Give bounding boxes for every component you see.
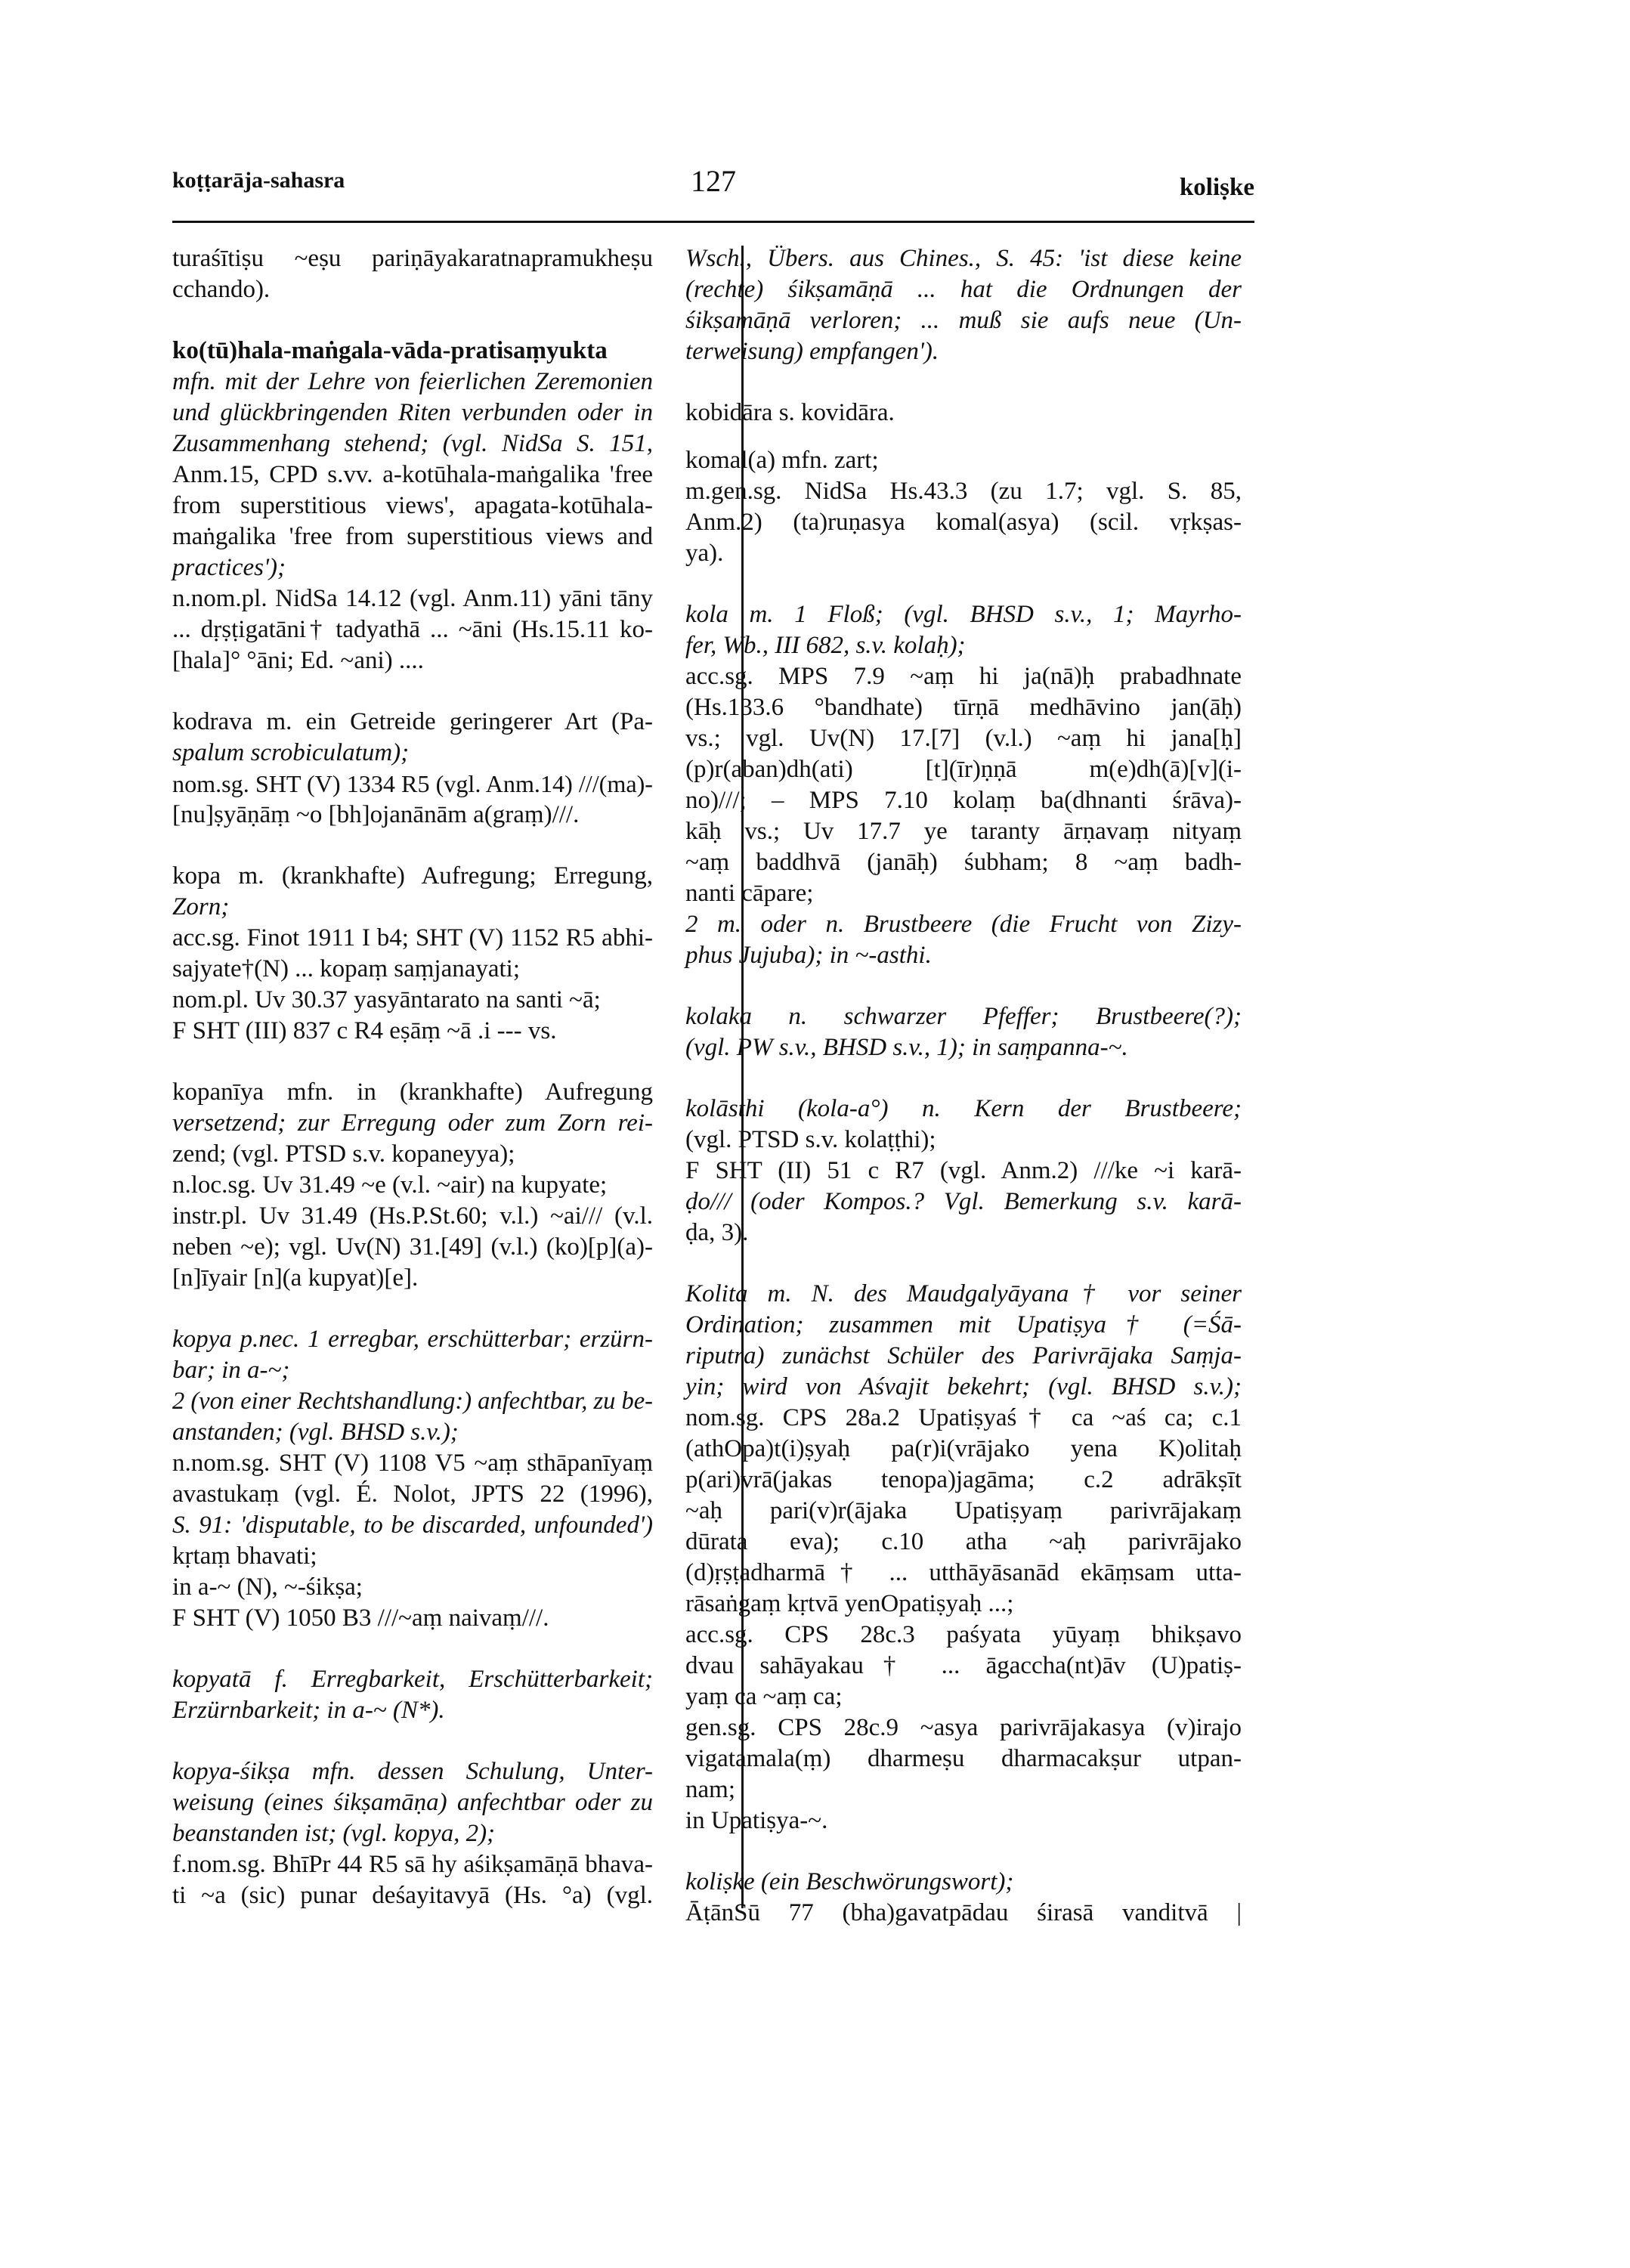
text-line: rāsaṅgaṃ kṛtvā yenOpatiṣyaḥ ...;	[685, 1590, 1014, 1617]
text-line: ḍa, 3).	[685, 1219, 749, 1246]
text-line: (vgl. PW s.v., BHSD s.v., 1); in saṃpanna-~.	[685, 1034, 1128, 1061]
text-line: ĀṭānSū 77 (bha)gavatpādau śirasā vanditvā |	[685, 1899, 1242, 1926]
text-line: F SHT (III) 837 c R4 eṣāṃ ~ā .i --- vs.	[172, 1017, 557, 1044]
text-line: ti ~a (sic) punar deśayitavyā (Hs. °a) (vgl.	[172, 1882, 653, 1909]
text-line: kola m. 1 Floß; (vgl. BHSD s.v., 1; Mayrho-	[685, 601, 1242, 628]
text-line: kāḥ vs.; Uv 17.7 ye taranty ārṇavaṃ nityaṃ	[685, 818, 1242, 845]
text-line: kopanīya mfn. in (krankhafte) Aufregung	[172, 1078, 653, 1106]
text-line: fer, Wb., III 682, s.v. kolaḥ);	[685, 632, 966, 659]
page-header	[172, 164, 1254, 216]
text-line: Zusammenhang stehend; (vgl. NidSa S. 151,	[172, 430, 653, 457]
running-head-right: koliṣke	[1179, 174, 1254, 201]
entry-kolaka	[685, 1001, 1242, 1063]
text-line: [nu]ṣyāṇāṃ ~o [bh]ojanānām a(graṃ)///.	[172, 801, 580, 828]
entry-kolasthi	[685, 1094, 1242, 1248]
text-line: koliṣke (ein Beschwörungswort);	[685, 1868, 1014, 1895]
text-line: F SHT (V) 1050 B3 ///~aṃ naivaṃ///.	[172, 1604, 549, 1632]
text-line: sajyate†(N) ... kopaṃ saṃjanayati;	[172, 955, 521, 982]
text-line: n.nom.sg. SHT (V) 1108 V5 ~aṃ sthāpanīyaṃ	[172, 1450, 653, 1477]
headword: ko(tū)hala-maṅgala-vāda-pratisaṃyukta	[172, 337, 608, 364]
text-line: ... dṛṣṭigatāni† tadyathā ... ~āni (Hs.15.11 ko-	[172, 616, 653, 643]
text-line: maṅgalika 'free from superstitious views and	[172, 523, 653, 550]
text-line: kolāsthi (kola-a°) n. Kern der Brustbeere;	[685, 1095, 1242, 1122]
text-line: yaṃ ca ~aṃ ca;	[685, 1683, 843, 1710]
text-line: phus Jujuba); in ~-asthi.	[685, 942, 932, 969]
text-line: nom.sg. CPS 28a.2 Upatiṣyaś† ca ~aś ca; c.1	[685, 1404, 1242, 1431]
entry-koliske	[685, 1867, 1242, 1929]
entry-kobidara	[685, 398, 1242, 429]
text-line: kodrava m. ein Getreide geringerer Art (Pa-	[172, 708, 653, 735]
text-line: in a-~ (N), ~-śikṣa;	[172, 1573, 363, 1601]
text-line: und glückbringenden Riten verbunden oder in	[172, 399, 653, 426]
entry-kotuhala-mangala	[172, 336, 653, 676]
text-line: versetzend; zur Erregung oder zum Zorn rei-	[172, 1109, 653, 1137]
text-line: Zorn;	[172, 893, 230, 921]
text-line: nom.sg. SHT (V) 1334 R5 (vgl. Anm.14) ///(ma)-	[172, 770, 653, 797]
text-line: acc.sg. MPS 7.9 ~aṃ hi ja(nā)ḥ prabadhnate	[685, 663, 1242, 690]
text-line: m.gen.sg. NidSa Hs.43.3 (zu 1.7; vgl. S. 85,	[685, 478, 1242, 505]
text-line: kolaka n. schwarzer Pfeffer; Brustbeere(?);	[685, 1003, 1242, 1030]
text-line: Erzürnbarkeit; in a-~ (N*).	[172, 1697, 445, 1724]
text-line: ~aḥ pari(v)r(ājaka Upatiṣyaṃ parivrājakaṃ	[685, 1497, 1242, 1524]
text-line: F SHT (II) 51 c R7 (vgl. Anm.2) ///ke ~i karā-	[685, 1157, 1242, 1184]
text-line: (athOpa)t(i)ṣyaḥ pa(r)i(vrājako yena K)olitaḥ	[685, 1435, 1242, 1462]
text-line: nam;	[685, 1776, 735, 1803]
text-line: spalum scrobiculatum);	[172, 739, 410, 766]
text-line: instr.pl. Uv 31.49 (Hs.P.St.60; v.l.) ~ai/// (v.l.	[172, 1202, 653, 1230]
text-line: weisung (eines śikṣamāṇa) anfechtbar oder zu	[172, 1789, 653, 1816]
text-line: komal(a) mfn. zart;	[685, 447, 879, 474]
text-line: Ordination; zusammen mit Upatiṣya† (=Śā-	[685, 1311, 1242, 1338]
entry-kopyata	[172, 1664, 653, 1726]
text-line: kṛtaṃ bhavati;	[172, 1542, 317, 1570]
entry-komal	[685, 445, 1242, 569]
text-line: ḍo/// (oder Kompos.? Vgl. Bemerkung s.v. karā-	[685, 1188, 1242, 1215]
text-line: from superstitious views', apagata-kotūhala-	[172, 492, 653, 519]
text-line: kopyatā f. Erregbarkeit, Erschütterbarkeit;	[172, 1666, 653, 1693]
text-line: ~aṃ baddhvā (janāḥ) śubham; 8 ~aṃ badh-	[685, 849, 1242, 876]
text-line: [hala]° °āni; Ed. ~ani) ....	[172, 647, 424, 674]
text-line: nom.pl. Uv 30.37 yasyāntarato na santi ~ā;	[172, 986, 601, 1013]
header-rule	[172, 221, 1254, 223]
text-line: (rechte) śikṣamāṇā ... hat die Ordnungen der	[685, 276, 1242, 303]
running-head-left: koṭṭarāja-sahasra	[172, 168, 345, 193]
text-line: kopya p.nec. 1 erregbar, erschütterbar; erzürn-	[172, 1326, 653, 1353]
text-line: gen.sg. CPS 28c.9 ~asya parivrājakasya (v)irajo	[685, 1714, 1242, 1741]
text-line: (p)r(aban)dh(ati) [t](īr)ṇṇā m(e)dh(ā)[v](i-	[685, 756, 1242, 783]
text-line: [n]īyair [n](a kupyat)[e].	[172, 1264, 419, 1292]
text-line: no)///; – MPS 7.10 kolaṃ ba(dhnanti śrāva)-	[685, 787, 1242, 814]
right-column	[685, 243, 1242, 1959]
text-line: in Upatiṣya-~.	[685, 1807, 828, 1834]
text-line: cchando).	[172, 276, 271, 303]
text-line: S. 91: 'disputable, to be discarded, unfounded')	[172, 1511, 653, 1539]
text-line: 2 (von einer Rechtshandlung:) anfechtbar, zu be-	[172, 1388, 653, 1415]
text-line: yin; wird von Aśvajit bekehrt; (vgl. BHSD s.v.);	[685, 1373, 1242, 1400]
text-line: vs.; vgl. Uv(N) 17.[7] (v.l.) ~aṃ hi jana[ḥ]	[685, 725, 1242, 752]
text-line: 2 m. oder n. Brustbeere (die Frucht von Zizy-	[685, 911, 1242, 938]
entry-kolita	[685, 1279, 1242, 1836]
entry-continuation	[685, 243, 1242, 367]
entry-kopya	[172, 1324, 653, 1634]
text-line: zend; (vgl. PTSD s.v. kopaneyya);	[172, 1140, 515, 1168]
text-line: kobidāra s. kovidāra.	[685, 399, 895, 426]
text-line: kopa m. (krankhafte) Aufregung; Erregung,	[172, 862, 653, 890]
entry-kola	[685, 599, 1242, 971]
text-line: practices');	[172, 554, 286, 581]
text-line: dvau sahāyakau† ... āgaccha(nt)āv (U)patiṣ-	[685, 1652, 1242, 1679]
page-number: 127	[691, 164, 736, 198]
text-line: nanti cāpare;	[685, 880, 814, 907]
text-line: riputra) zunächst Schüler des Parivrājaka Saṃja-	[685, 1342, 1242, 1369]
text-line: f.nom.sg. BhīPr 44 R5 sā hy aśikṣamāṇā bhava-	[172, 1851, 653, 1878]
entry-kodrava	[172, 707, 653, 831]
entry-kopa	[172, 861, 653, 1047]
text-line: (Hs.133.6 °bandhate) tīrṇā medhāvino jan(āḥ)	[685, 694, 1242, 721]
text-line: Anm.2) (ta)ruṇasya komal(asya) (scil. vṛkṣas-	[685, 509, 1242, 536]
entry-kopya-siksa	[172, 1756, 653, 1911]
text-line: Wsch., Übers. aus Chines., S. 45: 'ist diese keine	[685, 245, 1242, 272]
text-line: turaśītiṣu ~eṣu pariṇāyakaratnapramukheṣu	[172, 245, 653, 272]
entry-kopaniya	[172, 1077, 653, 1294]
text-line: n.nom.pl. NidSa 14.12 (vgl. Anm.11) yāni tāny	[172, 585, 653, 612]
text-line: kopya-śikṣa mfn. dessen Schulung, Unter-	[172, 1758, 653, 1785]
text-line: bar; in a-~;	[172, 1357, 290, 1384]
text-line: n.loc.sg. Uv 31.49 ~e (v.l. ~air) na kupyate;	[172, 1171, 608, 1199]
text-line: vigatamala(ṃ) dharmeṣu dharmacakṣur utpan-	[685, 1745, 1242, 1772]
text-line: ya).	[685, 540, 724, 567]
left-column	[172, 243, 653, 1942]
text-line: Anm.15, CPD s.vv. a-kotūhala-maṅgalika 'free	[172, 461, 653, 488]
text-line: terweisung) empfangen').	[685, 338, 939, 365]
text-line: avastukaṃ (vgl. É. Nolot, JPTS 22 (1996),	[172, 1481, 653, 1508]
text-line: acc.sg. Finot 1911 I b4; SHT (V) 1152 R5 abhi-	[172, 924, 653, 951]
text-line: p(ari)vrā(jakas tenopa)jagāma; c.2 adrākṣīt	[685, 1466, 1242, 1493]
text-line: dūrata eva); c.10 atha ~aḥ parivrājako	[685, 1528, 1242, 1555]
text-line: acc.sg. CPS 28c.3 paśyata yūyaṃ bhikṣavo	[685, 1621, 1242, 1648]
text-line: beanstanden ist; (vgl. kopya, 2);	[172, 1820, 496, 1847]
text-line: anstanden; (vgl. BHSD s.v.);	[172, 1419, 459, 1446]
text-line: neben ~e); vgl. Uv(N) 31.[49] (v.l.) (ko)[p](a)-	[172, 1233, 653, 1261]
text-line: (vgl. PTSD s.v. kolaṭṭhi);	[685, 1126, 936, 1153]
text-line: śikṣamāṇā verloren; ... muß sie aufs neue (Un-	[685, 307, 1242, 334]
entry-continuation	[172, 243, 653, 305]
text-line: (d)ṛṣṭadharmā† ... utthāyāsanād ekāṃsam utta-	[685, 1559, 1242, 1586]
text-line: mfn. mit der Lehre von feierlichen Zeremonien	[172, 368, 653, 395]
text-line: Kolita m. N. des Maudgalyāyana† vor seiner	[685, 1280, 1242, 1307]
